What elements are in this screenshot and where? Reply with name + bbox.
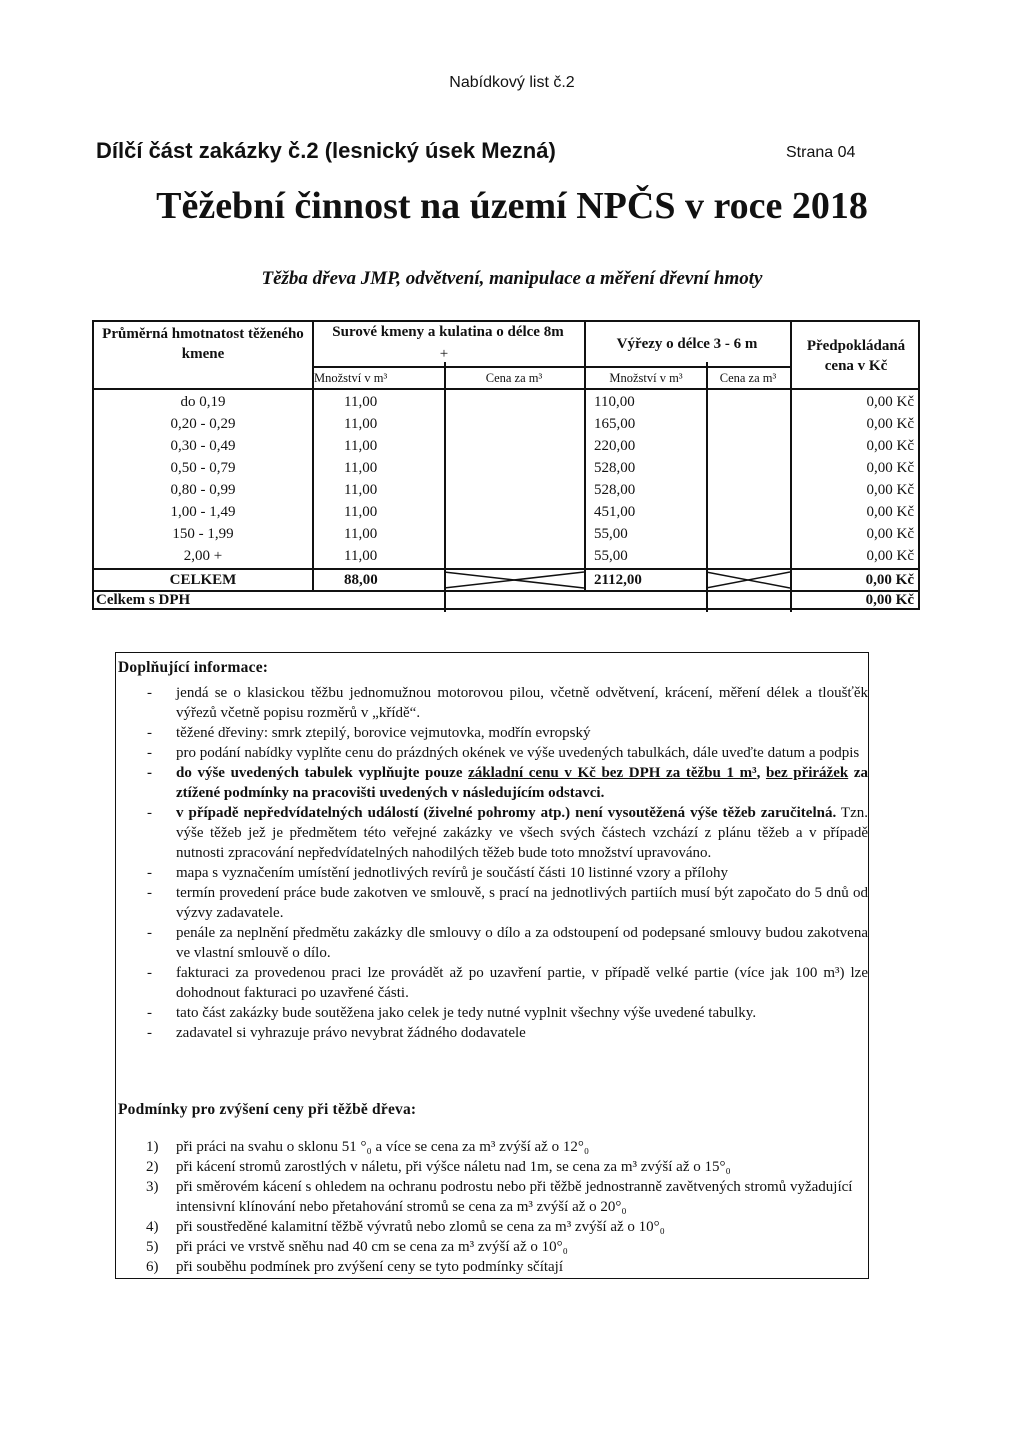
vat-row: [94, 590, 918, 610]
row-total: 0,00 Kč: [866, 504, 914, 520]
condition-number: 3): [146, 1179, 159, 1195]
header-price-cuts: Cena za m³: [719, 371, 777, 385]
qty-logs: 11,00: [344, 504, 378, 520]
text-fragment: do výše uvedených tabulek vyplňujte pouze: [176, 765, 469, 781]
total-label: CELKEM: [169, 572, 237, 588]
condition-text: při souběhu podmínek pro zvýšení ceny se tyto podmínky sčítají: [176, 1259, 564, 1275]
condition-text: při směrovém kácení s ohledem na ochranu podrostu nebo při těžbě jednostranně zavětvených stromů vyžadující intensivní klínování nebo přetahování stromů se cena za m³ zvýší až o 20°₀: [176, 1179, 853, 1215]
condition-number: 2): [146, 1159, 159, 1175]
volume-range: 2,00 +: [183, 548, 223, 564]
table-row: [94, 502, 918, 522]
table-row: [94, 480, 918, 500]
row-total: 0,00 Kč: [866, 548, 914, 564]
total-sum: 0,00 Kč: [865, 572, 914, 588]
qty-logs: 11,00: [344, 438, 378, 454]
main-title: Těžební činnost na území NPČS v roce 2018: [156, 185, 868, 227]
volume-range: 150 - 1,99: [172, 526, 234, 542]
volume-range: 0,30 - 0,49: [170, 438, 236, 454]
volume-range: 0,50 - 0,79: [170, 460, 236, 476]
list-item: - penále za neplnění předmětu zakázky dle smlouvy o dílo a za odstoupení od podepsané smlouvy budou zakotvena ve vlastní smlouvě o dílo.: [116, 923, 868, 963]
header-qty-cuts: Množství v m³: [609, 371, 683, 385]
condition-item: [116, 1257, 868, 1277]
row-total: 0,00 Kč: [866, 416, 914, 432]
list-item: - jendá se o klasickou těžbu jednomužnou motorovou pilou, včetně odvětvení, krácení, měření délek a tloušťěk výřezů včetně popisu rozměrů v „křídě“.: [116, 683, 868, 723]
info-box: [115, 652, 869, 1279]
total-qty-cuts: 2112,00: [594, 572, 642, 588]
volume-range: do 0,19: [180, 394, 226, 410]
crossed-cell: [444, 570, 584, 590]
qty-logs: 11,00: [344, 416, 378, 432]
header-cuts: Výřezy o délce 3 - 6 m: [616, 336, 758, 352]
table-row: [94, 392, 918, 412]
text-fragment: základní cenu v Kč bez DPH za těžbu 1 m³: [468, 765, 757, 781]
list-item: - fakturaci za provedenou praci lze provádět až po uzavření partie, v případě velké partie (více jak 100 m³) lze dohodnout fakturaci po uzavřené části.: [116, 963, 868, 1003]
condition-item: [116, 1177, 868, 1217]
qty-logs: 11,00: [344, 394, 378, 410]
list-item: - zadavatel si vyhrazuje právo nevybrat žádného dodavatele: [116, 1023, 868, 1043]
volume-range: 0,20 - 0,29: [170, 416, 236, 432]
condition-text: při práci na svahu o sklonu 51 °₀ a více se cena za m³ zvýší až o 12°₀: [176, 1139, 590, 1155]
qty-logs: 11,00: [344, 460, 378, 476]
qty-logs: 11,00: [344, 526, 378, 542]
table-row: [94, 524, 918, 544]
qty-cuts: 451,00: [594, 504, 636, 520]
row-total: 0,00 Kč: [866, 394, 914, 410]
price-table: [92, 320, 920, 610]
condition-number: 5): [146, 1239, 159, 1255]
table-rule: [94, 388, 918, 390]
row-total: 0,00 Kč: [866, 460, 914, 476]
qty-logs: 11,00: [344, 482, 378, 498]
row-total: 0,00 Kč: [866, 438, 914, 454]
page-number: Strana 04: [786, 144, 856, 161]
header-avg-volume: Průměrná hmotnatost těženého kmene: [102, 326, 304, 362]
info-list: [116, 683, 868, 1043]
info-heading: Doplňující informace:: [118, 659, 269, 676]
conditions-heading: Podmínky pro zvýšení ceny při těžbě dřeva:: [118, 1101, 417, 1118]
text-fragment: v případě nepředvídatelných událostí (živelné pohromy atp.) není vysoutěžená výše těžeb zaručitelná.: [176, 805, 837, 821]
header-qty-logs: Množství v m³: [314, 371, 388, 385]
table-row: [94, 546, 918, 566]
list-item: [116, 763, 868, 803]
document-name: Nabídkový list č.2: [449, 74, 575, 91]
total-qty-logs: 88,00: [344, 572, 378, 588]
header-plus: +: [439, 346, 449, 362]
subtitle: Těžba dřeva JMP, odvětvení, manipulace a měření dřevní hmoty: [261, 268, 763, 289]
qty-cuts: 528,00: [594, 482, 636, 498]
table-row: [94, 436, 918, 456]
text-fragment: ,: [756, 765, 766, 781]
condition-text: při soustředěné kalamitní těžbě vývratů nebo zlomů se cena za m³ zvýší až o 10°₀: [176, 1219, 665, 1235]
table-row: [94, 458, 918, 478]
qty-logs: 11,00: [344, 548, 378, 564]
condition-item: [116, 1217, 868, 1237]
text-fragment: Tzn. výše těžeb jež je předmětem této veřejné zakázky ve všech svých částech vzchází z plánu těžeb a v případě nutnosti zpracování nepředvídatelných nahodilých těžeb bude toto množství upravováno.: [176, 805, 868, 861]
volume-range: 1,00 - 1,49: [170, 504, 236, 520]
list-item: - mapa s vyznačením umístění jednotlivých revírů je součástí části 10 listinné vzory a přílohy: [116, 863, 868, 883]
list-item: - těžené dřeviny: smrk ztepilý, borovice vejmutovka, modřín evropský: [116, 723, 868, 743]
list-item: [116, 803, 868, 863]
text-fragment: bez přirážek: [765, 765, 849, 781]
qty-cuts: 528,00: [594, 460, 636, 476]
qty-cuts: 220,00: [594, 438, 636, 454]
condition-item: [116, 1157, 868, 1177]
condition-number: 6): [146, 1259, 159, 1275]
header-logs: Surové kmeny a kulatina o délce 8m: [332, 324, 564, 340]
qty-cuts: 55,00: [594, 548, 628, 564]
header-expected-price: Předpokládaná cena v Kč: [806, 338, 906, 374]
qty-cuts: 55,00: [594, 526, 628, 542]
list-item: - termín provedení práce bude zakotven ve smlouvě, s prací na jednotlivých partiích musí být započato do 5 dnů od výzvy zadavatele.: [116, 883, 868, 923]
volume-range: 0,80 - 0,99: [170, 482, 236, 498]
crossed-cell: [706, 570, 790, 590]
list-item: - pro podání nabídky vyplňte cenu do prázdných okének ve výše uvedených tabulkách, dále uveďte datum a podpis: [116, 743, 868, 763]
vat-label: Celkem s DPH: [96, 592, 191, 608]
condition-number: 4): [146, 1219, 159, 1235]
row-total: 0,00 Kč: [866, 526, 914, 542]
table-row: [94, 414, 918, 434]
conditions-list: [116, 1137, 868, 1277]
qty-cuts: 165,00: [594, 416, 636, 432]
condition-item: [116, 1237, 868, 1257]
condition-number: 1): [146, 1139, 159, 1155]
text-fragment: za ztížené podmínky na pracovišti uvedených v následujícím odstavci.: [176, 765, 868, 801]
condition-text: při kácení stromů zarostlých v náletu, při výšce náletu nad 1m, se cena za m³ zvýší až o 15°₀: [176, 1159, 731, 1175]
part-title: Dílčí část zakázky č.2 (lesnický úsek Mezná): [96, 138, 556, 163]
qty-cuts: 110,00: [594, 394, 635, 410]
list-item: - tato část zakázky bude soutěžena jako celek je tedy nutné vyplnit všechny výše uvedené tabulky.: [116, 1003, 868, 1023]
header-price-logs: Cena za m³: [485, 371, 543, 385]
condition-text: při práci ve vrstvě sněhu nad 40 cm se cena za m³ zvýší až o 10°₀: [176, 1239, 568, 1255]
row-total: 0,00 Kč: [866, 482, 914, 498]
vat-total: 0,00 Kč: [865, 592, 914, 608]
condition-item: [116, 1137, 868, 1157]
